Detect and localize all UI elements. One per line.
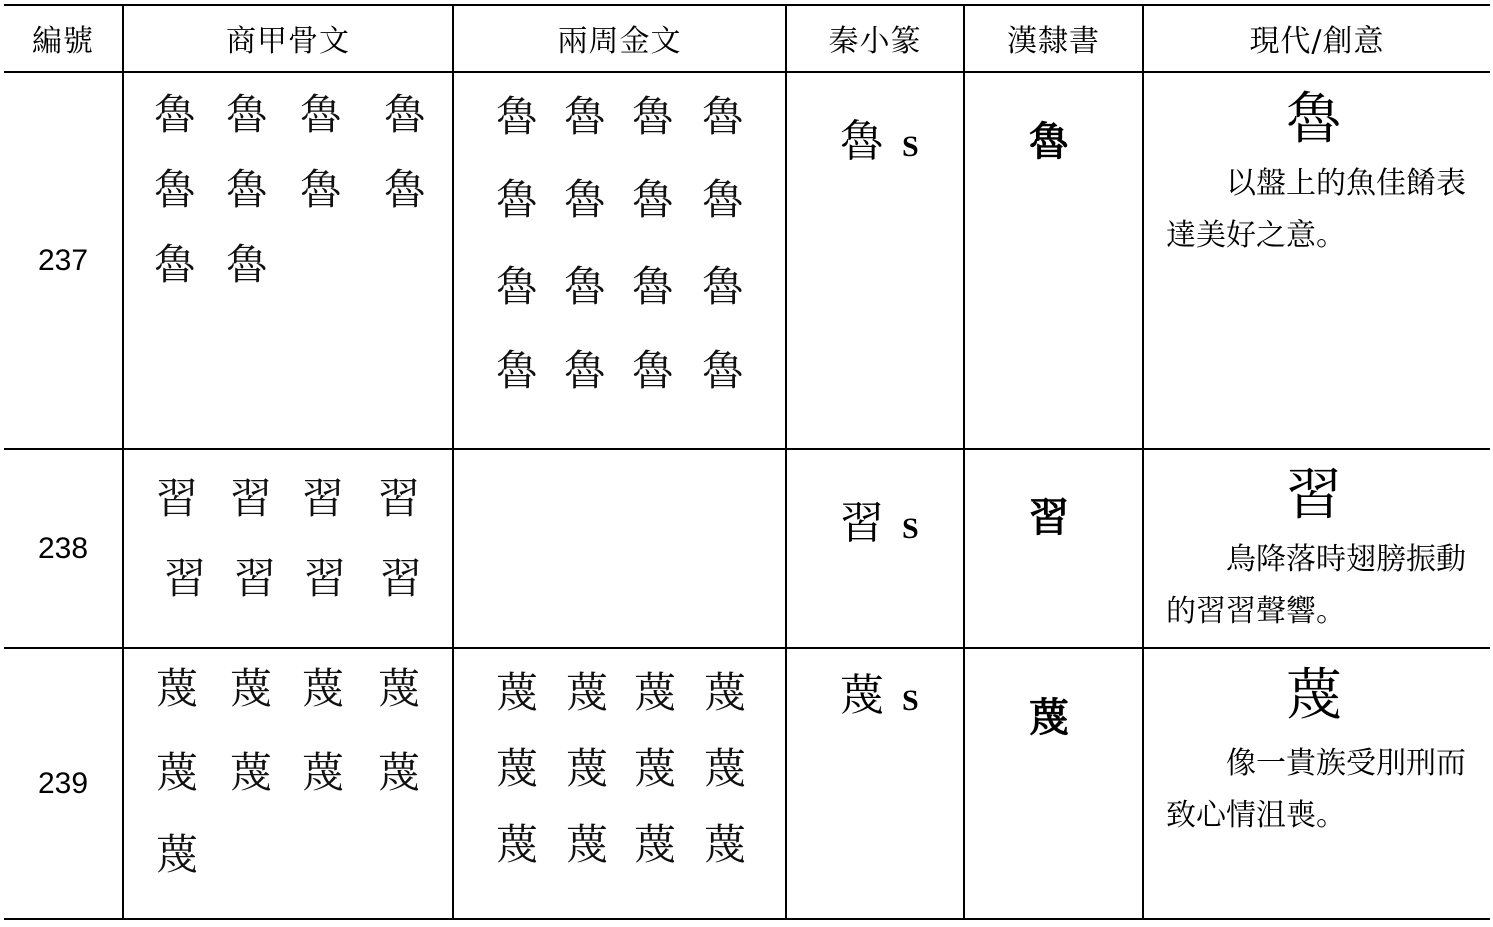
bronze-glyph: 蔑 <box>496 744 539 793</box>
clerical-glyph: 習 <box>1029 495 1069 541</box>
oracle-glyph: 蔑 <box>302 664 345 713</box>
header-shang-oracle: 商甲骨文 <box>226 24 350 59</box>
oracle-glyph: 魯 <box>384 165 427 214</box>
oracle-glyph: 蔑 <box>156 664 199 713</box>
header-modern-idea: 現代/創意 <box>1249 24 1385 59</box>
modern-character: 魯 <box>1286 87 1342 152</box>
oracle-glyph: 蔑 <box>230 748 273 797</box>
bronze-glyph: 魯 <box>702 346 745 395</box>
oracle-glyph: 習 <box>378 474 421 523</box>
oracle-glyph: 習 <box>302 474 345 523</box>
seal-glyph: 蔑 <box>840 670 884 721</box>
row-number: 239 <box>37 766 89 800</box>
row-rule <box>4 448 1490 450</box>
bronze-glyph: 魯 <box>496 346 539 395</box>
column-rule <box>963 4 965 920</box>
bronze-glyph: 魯 <box>564 262 607 311</box>
column-rule <box>122 4 124 920</box>
oracle-glyph: 蔑 <box>378 664 421 713</box>
seal-source-tag: S <box>902 684 919 717</box>
bronze-glyph: 魯 <box>496 175 539 224</box>
seal-source-tag: S <box>902 512 919 545</box>
clerical-glyph: 魯 <box>1029 119 1069 165</box>
bronze-glyph: 蔑 <box>634 820 677 869</box>
oracle-glyph: 魯 <box>300 165 343 214</box>
oracle-glyph: 魯 <box>384 90 427 139</box>
clerical-glyph: 蔑 <box>1029 695 1069 741</box>
bronze-glyph: 魯 <box>564 92 607 141</box>
modern-character: 蔑 <box>1286 663 1342 728</box>
column-rule <box>1142 4 1144 920</box>
bronze-glyph: 蔑 <box>704 668 747 717</box>
oracle-glyph: 魯 <box>154 240 197 289</box>
oracle-glyph: 魯 <box>226 90 269 139</box>
seal-glyph: 習 <box>840 498 884 549</box>
bronze-glyph: 蔑 <box>704 820 747 869</box>
oracle-glyph: 魯 <box>300 90 343 139</box>
oracle-glyph: 蔑 <box>156 748 199 797</box>
bronze-glyph: 魯 <box>632 92 675 141</box>
oracle-glyph: 魯 <box>226 165 269 214</box>
bronze-glyph: 魯 <box>632 262 675 311</box>
bronze-glyph: 蔑 <box>496 820 539 869</box>
header-han-clerical: 漢隸書 <box>1007 24 1100 59</box>
row-rule <box>4 647 1490 649</box>
header-number: 編號 <box>32 24 94 59</box>
oracle-glyph: 習 <box>304 554 347 603</box>
character-description: 以盤上的魚佳餚表達美好之意。 <box>1166 166 1466 253</box>
oracle-glyph: 習 <box>164 554 207 603</box>
bronze-glyph: 蔑 <box>496 668 539 717</box>
oracle-glyph: 魯 <box>226 240 269 289</box>
bronze-glyph: 魯 <box>702 92 745 141</box>
bronze-glyph: 魯 <box>496 262 539 311</box>
oracle-glyph: 習 <box>234 554 277 603</box>
character-evolution-table <box>4 4 1490 924</box>
bronze-glyph: 蔑 <box>566 668 609 717</box>
row-number: 237 <box>37 243 89 277</box>
oracle-glyph: 魯 <box>154 90 197 139</box>
header-qin-seal: 秦小篆 <box>828 24 922 59</box>
bronze-glyph: 魯 <box>564 175 607 224</box>
bronze-glyph: 魯 <box>632 346 675 395</box>
oracle-glyph: 魯 <box>154 165 197 214</box>
oracle-glyph: 習 <box>380 554 423 603</box>
bronze-glyph: 魯 <box>564 346 607 395</box>
bronze-glyph: 蔑 <box>634 668 677 717</box>
oracle-glyph: 習 <box>230 474 273 523</box>
header-zhou-bronze: 兩周金文 <box>557 24 682 59</box>
bronze-glyph: 蔑 <box>704 744 747 793</box>
row-number: 238 <box>37 531 89 565</box>
table-bottom-rule <box>4 918 1490 920</box>
oracle-glyph: 蔑 <box>156 830 199 879</box>
character-description: 鳥降落時翅膀振動的習習聲響。 <box>1166 542 1466 629</box>
bronze-glyph: 魯 <box>496 92 539 141</box>
column-rule <box>785 4 787 920</box>
bronze-glyph: 魯 <box>702 175 745 224</box>
seal-source-tag: S <box>902 130 919 163</box>
column-rule <box>452 4 454 920</box>
bronze-glyph: 蔑 <box>566 744 609 793</box>
bronze-glyph: 魯 <box>702 262 745 311</box>
character-description: 像一貴族受刖刑而致心情沮喪。 <box>1166 746 1466 833</box>
seal-glyph: 魯 <box>840 116 884 167</box>
bronze-glyph: 蔑 <box>634 744 677 793</box>
oracle-glyph: 習 <box>156 474 199 523</box>
bronze-glyph: 蔑 <box>566 820 609 869</box>
oracle-glyph: 蔑 <box>378 748 421 797</box>
oracle-glyph: 蔑 <box>230 664 273 713</box>
modern-character: 習 <box>1286 463 1342 528</box>
oracle-glyph: 蔑 <box>302 748 345 797</box>
bronze-glyph: 魯 <box>632 175 675 224</box>
